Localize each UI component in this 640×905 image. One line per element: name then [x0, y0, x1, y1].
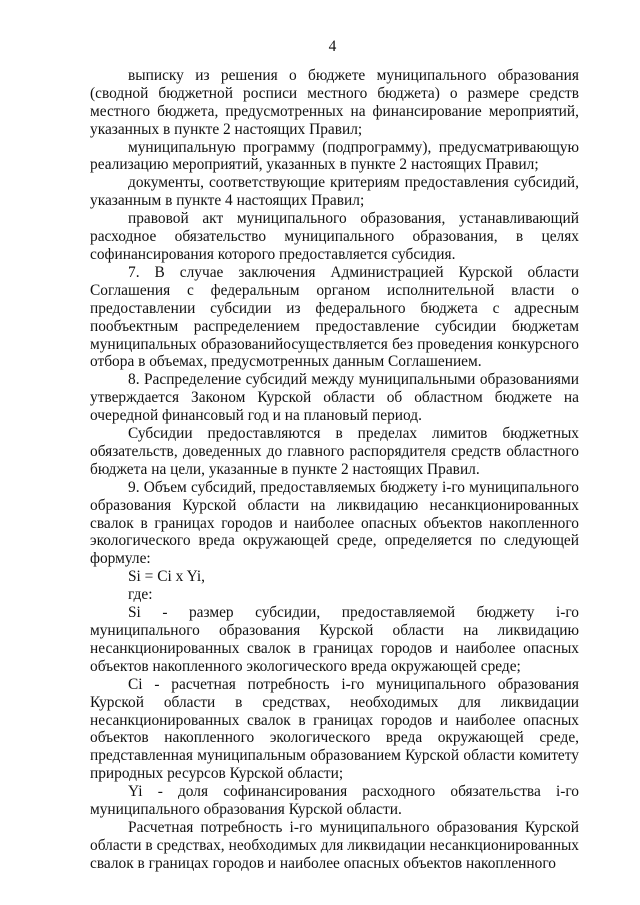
- paragraph-item-8: 8. Распределение субсидий между муниципальными образованиями утверждается Законом Курской области об областном бюджете на очередной финансовый год и на плановый период.: [90, 371, 579, 425]
- document-page: [90, 38, 579, 873]
- definition-ci: Ci - расчетная потребность i-го муниципального образования Курской области в средствах, необходимых для ликвидации несанкционированных свалок в границах городов и наиболее опасных объектов накопленного экологического вреда окружающей среде, представленная муниципальным образованием Курской области комитету природных ресурсов Курской области;: [90, 675, 579, 783]
- paragraph-subsidy-limits: Субсидии предоставляются в пределах лимитов бюджетных обязательств, доведенных до главного распорядителя средств областного бюджета на цели, указанные в пункте 2 настоящих Правил.: [90, 425, 579, 478]
- formula: Si = Ci x Yi,: [128, 568, 205, 586]
- paragraph-estimated-need: Расчетная потребность i-го муниципального образования Курской области в средствах, необходимых для ликвидации несанкционированных свалок в границах городов и наиболее опасных объектов накопленного: [90, 818, 579, 872]
- definition-yi: Yi - доля софинансирования расходного обязательства i-го муниципального образования Курской области.: [90, 783, 579, 819]
- definition-si: Si - размер субсидии, предоставляемой бюджету i-го муниципального образования Курской области на ликвидацию несанкционированных свалок в границах городов и наиболее опасных объектов накопленного экологического вреда окружающей среде;: [90, 604, 579, 675]
- paragraph-criteria-documents: документы, соответствующие критериям предоставления субсидий, указанным в пункте 4 настоящих Правил;: [90, 174, 579, 210]
- page-number: 4: [328, 38, 337, 55]
- paragraph-legal-act: правовой акт муниципального образования, устанавливающий расходное обязательство муниципального образования, в целях софинансирования которого предоставляется субсидия.: [90, 210, 579, 263]
- formula-where: где:: [128, 586, 153, 604]
- paragraph-item-7: 7. В случае заключения Администрацией Курской области Соглашения с федеральным органом исполнительной власти о предоставлении субсидии из федерального бюджета с адресным пообъектным распределением предоставление субсидии бюджетам муниципальных образованийосуществляется без проведения конкурсного отбора в объемах, предусмотренных данным Соглашением.: [90, 263, 579, 371]
- paragraph-budget-extract: выписку из решения о бюджете муниципального образования (сводной бюджетной росписи местного бюджета) о размере средств местного бюджета, предусмотренных на финансирование мероприятий, указанных в пункте 2 настоящих Правил;: [90, 66, 579, 138]
- paragraph-municipal-program: муниципальную программу (подпрограмму), предусматривающую реализацию мероприятий, указанных в пункте 2 настоящих Правил;: [90, 138, 579, 174]
- paragraph-item-9: 9. Объем субсидий, предоставляемых бюджету i-го муниципального образования Курской области на ликвидацию несанкционированных свалок в границах городов и наиболее опасных объектов накопленного экологического вреда окружающей среде, определяется по следующей формуле:: [90, 478, 579, 568]
